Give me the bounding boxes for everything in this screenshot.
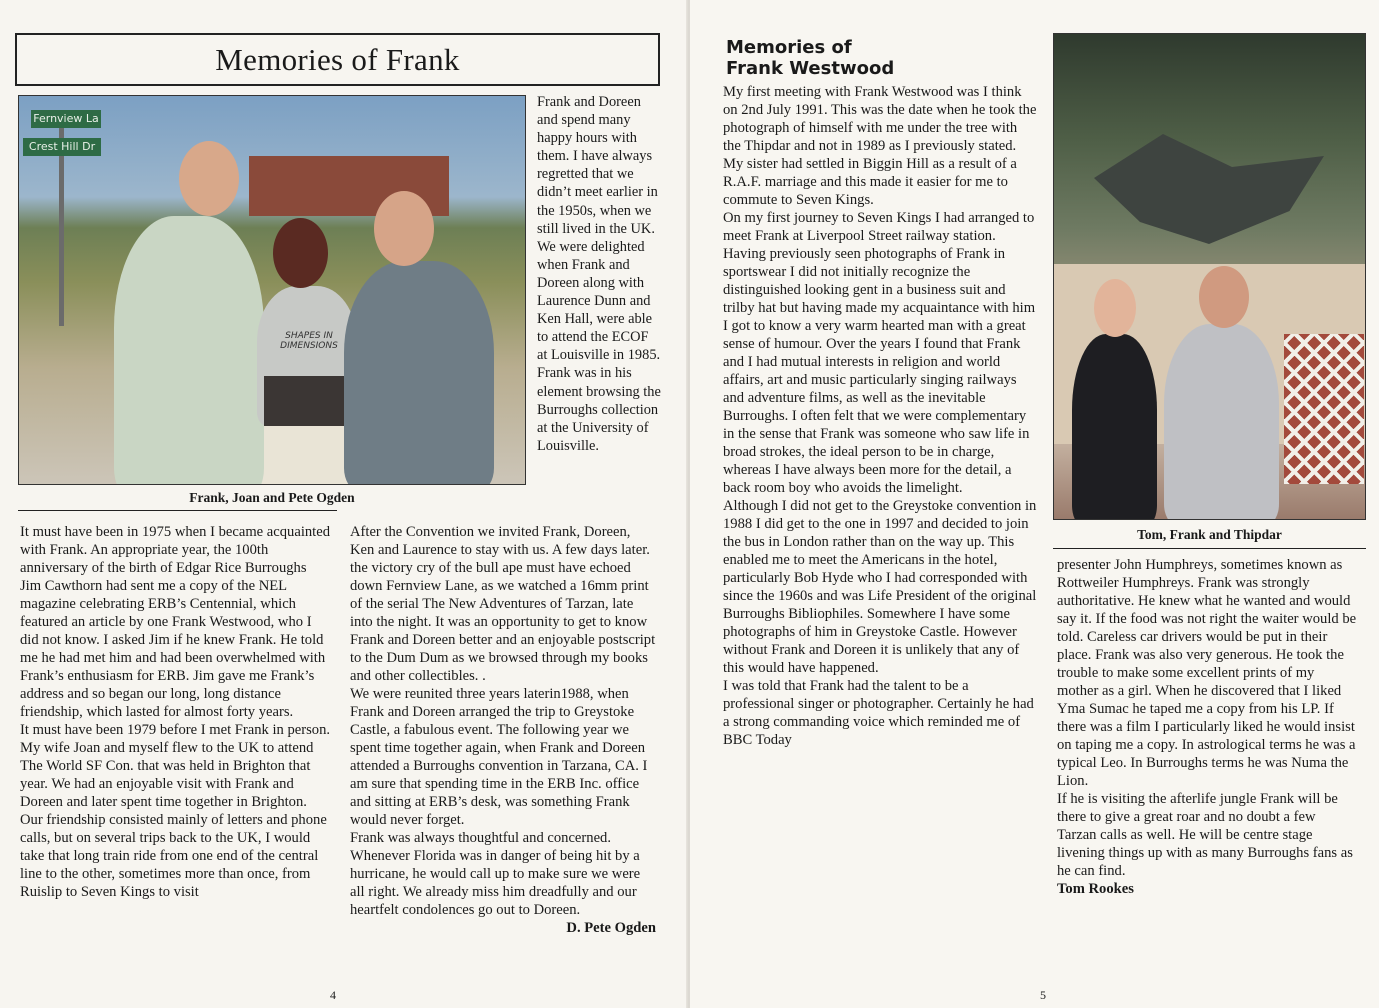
head-joan [273, 218, 328, 288]
narrow-column [537, 93, 662, 455]
person-pete [344, 261, 494, 485]
paragraph: It must have been 1979 before I met Frank in person. My wife Joan and myself flew to the UK to attend The World SF Con. that was held in Brighton that year. We had an enjoyable visit with Frank and Doreen and later spent time together in Brighton. [20, 722, 331, 810]
page-title: Memories of Frank [215, 41, 460, 77]
paragraph: We were reunited three years laterin1988, when Frank and Doreen arranged the trip to Greystoke Castle, a fabulous event. The following year we spent time together again, when Frank and Doreen attended a Burroughs convention in Tarzana, CA. I am sure that spending time in the ERB Inc. office and sitting at ERB’s desk, was something Frank would never forget. [350, 686, 648, 828]
head-pete [374, 191, 434, 266]
paragraph: On my first journey to Seven Kings I had arranged to meet Frank at Liverpool Street railway station. Having previously seen photographs of Frank in sportswear I did not initially recognize the distinguished looking gent in a business suit and trilby hat but having made my acquaintance with him I got to know a very warm hearted man with a great sense of humour. Over the years I found that Frank and I had mutual interests in religion and world affairs, art and music particularly singing railways and adventure films, as well as the inevitable Burroughs. I often felt that we were complementary in the sense that Frank was someone who saw life in broad strokes, the ideal person to be in charge, whereas I have always been more for the detail, a back room boy who avoids the limelight. [723, 210, 1036, 496]
paragraph: Although I did not get to the Greystoke convention in 1988 I did get to the one in 1997 and decided to join the bus in London rather than on the way up. This enabled me to meet the Americans in the hotel, particularly Bob Hyde who I had corresponded with since the 1960s and was Life President of the original Burroughs Bibliophiles. Somewhere I have some photographs of him in Greystoke Castle. However without Frank and Doreen it is unlikely that any of this would have happened. [723, 498, 1037, 676]
paragraph: presenter John Humphreys, sometimes known as Rottweiler Humphreys. Frank was strongly authoritative. He knew what he wanted and would say it. If the food was not right the waiter would be told. Careless car drivers would be put in their place. Frank was also very generous. He took the trouble to make some excellent prints of my mother as a girl. When he discovered that I liked Yma Sumac he taped me a copy from his LP. If there was a film I particularly liked he would insist on taping me a copy. In astrological terms he was a typical Leo. In Burroughs terms he was Numa the Lion. [1057, 557, 1357, 789]
column-1 [723, 83, 1038, 749]
thipdar-sculpture [1094, 134, 1324, 244]
paragraph: Frank was always thoughtful and concerned. Whenever Florida was in danger of being hit by a hurricane, he would call up to make sure we were all right. We already miss him dreadfully and our heartfelt condolences go out to Doreen. [350, 830, 641, 918]
right-page [690, 0, 1379, 1008]
paragraph: I was told that Frank had the talent to be a professional singer or photographer. Certainly he had a strong commanding voice which reminded me of BBC Today [723, 678, 1034, 748]
heading-line-2: Frank Westwood [726, 58, 895, 79]
paragraph: If he is visiting the afterlife jungle Frank will be there to give a great roar and no doubt a few Tarzan calls as well. He will be centre stage livening things up with as many Burroughs fans as he can find. [1057, 791, 1353, 879]
shirt-text: SHAPES IN DIMENSIONS [280, 331, 338, 351]
column-2 [1057, 556, 1357, 898]
paragraph: Our friendship consisted mainly of letters and phone calls, but on several trips back to the UK, I would take that long train ride from one end of the central line to the other, sometimes more than once, from Ruislip to Seven Kings to visit [20, 812, 327, 900]
photo-tom-frank-thipdar [1053, 33, 1366, 520]
photo-caption: Tom, Frank and Thipdar [1137, 527, 1282, 542]
signature: D. Pete Ogden [566, 920, 656, 936]
article-heading [726, 37, 1026, 79]
head-tom [1094, 279, 1136, 337]
column-1 [20, 523, 332, 901]
title-box [15, 33, 660, 86]
caption-rule [1053, 548, 1366, 549]
heading-line-1: Memories of [726, 37, 852, 58]
photo-caption: Frank, Joan and Pete Ogden [189, 490, 355, 505]
person-frank [1164, 324, 1279, 520]
column-2 [350, 523, 656, 937]
paragraph: My first meeting with Frank Westwood was I think on 2nd July 1991. This was the date when he took the photograph of himself with me under the tree with the Thipdar and not in 1989 as I previously stated. My sister had settled in Biggin Hill as a result of a R.A.F. marriage and this made it easier for me to commute to Seven Kings. [723, 84, 1037, 208]
photo-frank-joan-pete [18, 95, 526, 485]
paragraph: It must have been in 1975 when I became acquainted with Frank. An appropriate year, the 100th anniversary of the birth of Edgar Rice Burroughs [20, 524, 331, 576]
page-number: 4 [330, 988, 336, 1002]
street-sign-pole [59, 126, 64, 326]
left-page [0, 0, 688, 1008]
signature: Tom Rookes [1057, 881, 1134, 897]
person-frank [114, 216, 264, 485]
lattice [1284, 334, 1364, 484]
shorts-joan [264, 376, 354, 426]
page-number: 5 [1040, 988, 1046, 1002]
street-sign-top: Fernview La [31, 110, 101, 128]
paragraph: After the Convention we invited Frank, Doreen, Ken and Laurence to stay with us. A few days later. the victory cry of the bull ape must have echoed down Fernview Lane, as we watched a 16mm print of the serial The New Adventures of Tarzan, late into the night. It was an opportunity to get to know Frank and Doreen better and an enjoyable postscript to the Dum Dum as we browsed through my books and other collectibles. . [350, 524, 656, 684]
head-frank [179, 141, 239, 216]
street-sign-bottom: Crest Hill Dr [23, 138, 101, 156]
person-tom [1072, 334, 1157, 520]
head-frank [1199, 266, 1249, 328]
paragraph: Frank and Doreen and spend many happy hours with them. I have always regretted that we didn’t meet earlier in the 1950s, when we still lived in the UK. [537, 94, 658, 237]
caption-rule [18, 510, 337, 511]
paragraph: Jim Cawthorn had sent me a copy of the NEL magazine celebrating ERB’s Centennial, which featured an article by one Frank Westwood, who I did not know. I asked Jim if he knew Frank. He told me he had met him and had been overwhelmed with Frank’s enthusiasm for ERB. Jim gave me Frank’s address and so began our long, long distance friendship, which lasted for almost forty years. [20, 578, 326, 720]
paragraph: We were delighted when Frank and Doreen along with Laurence Dunn and Ken Hall, were able to attend the ECOF at Louisville in 1985. Frank was in his element browsing the Burroughs collection at the University of Louisville. [537, 238, 661, 454]
